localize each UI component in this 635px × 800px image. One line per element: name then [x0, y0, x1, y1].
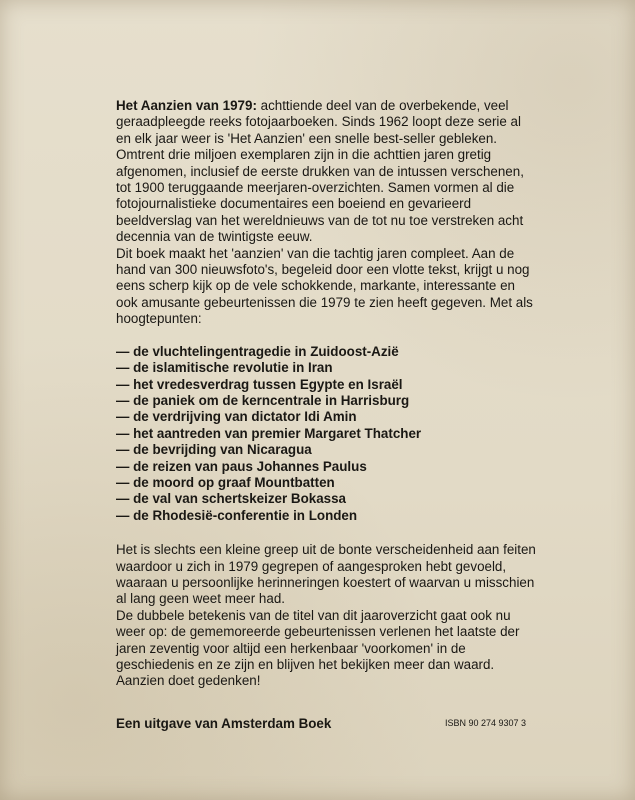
highlight-item: — de verdrijving van dictator Idi Amin [116, 409, 357, 425]
closing-paragraph-1: Het is slechts een kleine greep uit de bonte verscheidenheid aan feiten waardoor u zich in 1979 gegrepen of aangesproken hebt gevoeld, waaraan u persoonlijke herinneringen koestert of waarvan u misschien al lang geen weet meer had. [116, 542, 536, 607]
highlight-item: — de reizen van paus Johannes Paulus [116, 458, 367, 474]
highlight-item: — het vredesverdrag tussen Egypte en Israël [116, 376, 403, 392]
highlight-item: — de Rhodesië-conferentie in Londen [116, 507, 358, 523]
intro-section [116, 98, 536, 328]
highlight-item: — de paniek om de kerncentrale in Harrisburg [116, 392, 410, 408]
highlight-item: — de val van schertskeizer Bokassa [116, 491, 347, 507]
highlights-list [116, 344, 536, 524]
intro-paragraph-1 [116, 98, 536, 246]
blurb-text [116, 98, 536, 690]
intro-paragraph-1-text: achttiende deel van de overbekende, veel geraadpleegde reeks fotojaarboeken. Sinds 1962 loopt deze serie al en elk jaar weer is 'Het Aanzien' een snelle best-seller gebleken. Omtrent drie miljoen exemplaren zijn in die achttien jaren gretig afgenomen, inclusief de eerste drukken van de intussen verschenen, tot 1900 teruggaande meerjaren-overzichten. Samen vormen al die fotojournalistieke documentaires een boeiend en gevarieerd beeldverslag van het wereldnieuws van de tot nu toe verstreken acht decennia van de twintigste eeuw. [116, 98, 524, 245]
publisher-line: Een uitgave van Amsterdam Boek [116, 716, 332, 731]
closing-section [116, 542, 536, 690]
book-title-lead: Het Aanzien van 1979: [116, 98, 257, 113]
highlight-item: — de moord op graaf Mountbatten [116, 474, 335, 490]
highlight-item: — het aantreden van premier Margaret Thatcher [116, 425, 422, 441]
highlight-item: — de vluchtelingentragedie in Zuidoost-Azië [116, 343, 399, 359]
isbn-number: ISBN 90 274 9307 3 [444, 718, 526, 728]
highlight-item: — de bevrijding van Nicaragua [116, 442, 312, 458]
closing-paragraph-2: De dubbele betekenis van de titel van dit jaaroverzicht gaat ook nu weer op: de gememoreerde gebeurtenissen verlenen het laatste der jaren zeventig voor altijd een herkenbaar 'voorkomen' in de geschiedenis en ze zijn en blijven het bekijken meer dan waard. Aanzien doet gedenken! [116, 607, 520, 689]
intro-paragraph-2: Dit boek maakt het 'aanzien' van die tachtig jaren compleet. Aan de hand van 300 nieuwsfoto's, begeleid door een vlotte tekst, krijgt u nog eens scherp kijk op de vele schokkende, markante, interessante en ook amusante gebeurtenissen die 1979 te zien heeft gegeven. Met als hoogtepunten: [116, 245, 533, 327]
highlight-item: — de islamitische revolutie in Iran [116, 360, 333, 376]
